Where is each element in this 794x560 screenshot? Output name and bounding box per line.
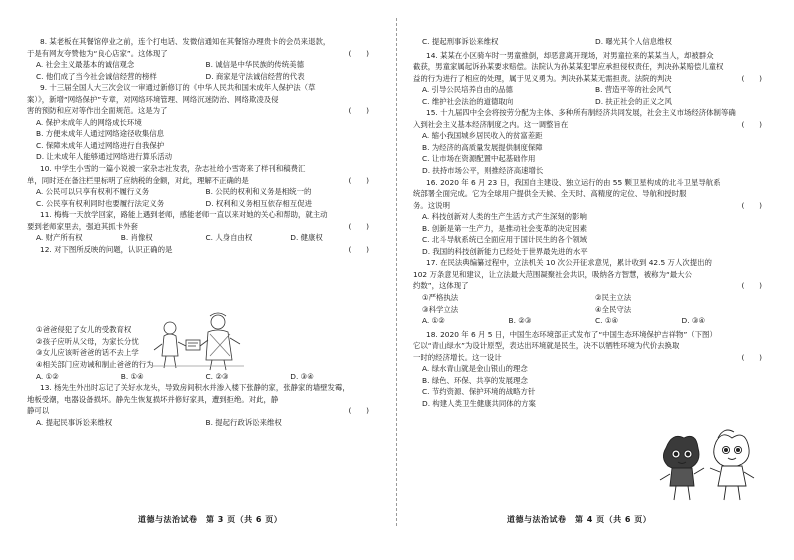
eco-mascots-drawing	[652, 428, 757, 506]
q18-option-d: D. 构建人类卫生健康共同体的方案	[422, 398, 536, 408]
q9-stem-line-2: 案）》，新增“网络保护”专章，对网络环境管理、网络沉迷防治、网络欺凌及侵	[27, 94, 279, 104]
q12-option-b: B. ①④	[120, 371, 144, 381]
q9-stem-text: 害的预防和应对等作出全面规范。这是为了	[27, 106, 168, 116]
q10-stem-line-2	[27, 175, 375, 187]
q12-item-2: ②孩子应听从父母，为家长分忧	[36, 336, 139, 346]
q16-stem-line-3	[413, 200, 768, 212]
q17-stem-text: 约数”，这体现了	[413, 281, 469, 291]
q14-stem-text: 益的行为进行了相应的处理，属于见义勇为。判决孙某某无需担责。法院的判决	[413, 73, 672, 83]
q16-stem-line-1: 16. 2020 年 6 月 23 日，我国自主建设、独立运行的由 55 颗卫星构成的北斗卫星导航系	[426, 177, 721, 187]
q8-option-d: D. 商家是守法诚信经营的代表	[205, 71, 305, 81]
q15-answer-paren: ( )	[741, 119, 762, 129]
q12-stem-line-1	[27, 244, 375, 256]
q16-option-a: A. 科技创新对人类的生产生活方式产生深刻的影响	[422, 212, 587, 222]
q13-option-d: D. 曝光其个人信息维权	[595, 37, 672, 46]
q10-options-row-1	[27, 186, 375, 198]
q9-answer-paren: ( )	[348, 106, 369, 116]
q9-stem-line-1: 9. 十三届全国人大三次会议一审通过新修订的《中华人民共和国未成年人保护法（草	[40, 83, 316, 93]
q18-stem-line-3	[413, 352, 768, 364]
q10-option-d: D. 权利和义务相互依存相互促进	[205, 198, 312, 208]
q17-option-a: A. ①②	[422, 316, 445, 326]
q11-answer-paren: ( )	[348, 221, 369, 231]
q10-option-a: A. 公民可以只享有权利不履行义务	[36, 187, 150, 197]
q10-stem-line-1: 10. 中学生小雪的一篇小说被一家杂志社发表，杂志社给小雪寄来了样刊和稿费汇	[40, 164, 306, 174]
q11-option-b: B. 肖像权	[120, 233, 153, 243]
q11-option-a: A. 财产所有权	[36, 233, 83, 243]
q11-options-row	[27, 232, 375, 244]
q17-stem-line-2: 102 万条意见和建议，让立法最大范围凝聚社会共识，吸纳各方智慧，被称为“最大公	[413, 269, 692, 279]
q14-stem-line-2: 截获，男童家属起诉孙某要求赔偿。法院认为孙某某犯罪应承担侵权责任，判决孙某赔偿儿童权	[413, 62, 724, 72]
q15-stem-line-1: 15. 十九届四中全会将按劳分配为主体、多种所有制经济共同发展，社会主义市场经济体制等确	[426, 108, 736, 118]
q13-stem-line-3	[27, 405, 375, 417]
q11-option-d: D. 健康权	[290, 233, 323, 243]
page-3-footer: 道德与法治试卷 第 3 页（共 6 页）	[138, 515, 283, 524]
q13-stem-line-2: 地板受潮，电器设备损坏。静先生恢复损坏并修好家具，遭到拒绝。对此，静	[27, 394, 279, 404]
q15-option-b: B. 为经济的高质量发展提供制度保障	[422, 142, 543, 152]
q17-item-3: ③科学立法	[422, 304, 459, 314]
q12-item-1: ①爸爸侵犯了女儿的受教育权	[36, 325, 132, 335]
q12-answer-paren: ( )	[348, 244, 369, 254]
q17-item-4: ④全民守法	[595, 304, 632, 314]
q10-option-b: B. 公民的权利和义务是相统一的	[205, 187, 312, 197]
q12-option-d: D. ③④	[290, 371, 314, 381]
q9-option-a: A. 保护未成年人的网络成长环境	[36, 117, 142, 127]
q16-answer-paren: ( )	[741, 200, 762, 210]
q13-option-c: C. 提起刑事诉讼来维权	[422, 37, 499, 46]
q14-options-row-1	[413, 84, 768, 96]
q10-options-row-2	[27, 198, 375, 210]
q8-option-b: B. 诚信是中华民族的传统美德	[205, 60, 304, 70]
q14-options-row-2	[413, 96, 768, 108]
mascot-illustration	[652, 428, 757, 506]
q11-stem-line-1: 11. 梅梅一天放学回家，路能上遇到老师，感能老师一直以来对她的关心和帮助，就主动	[40, 210, 328, 220]
q8-option-a: A. 社会主义最基本的诚信观念	[36, 60, 135, 70]
q18-answer-paren: ( )	[741, 352, 762, 362]
q16-option-c: C. 北斗导航系统已全面应用于国计民生的各个领域	[422, 235, 588, 245]
page-4-content	[413, 36, 768, 410]
q12-cartoon-illustration	[150, 310, 245, 372]
q13-option-b: B. 提起行政诉讼来维权	[205, 417, 282, 427]
q16-stem-line-2: 统部署全面完成。它为全球用户提供全天候、全天时、高精度的定位、导航和授时服	[413, 189, 687, 199]
q12-item-4: ④相关部门应劝诫和制止爸爸的行为	[36, 360, 154, 370]
q18-stem-text: 一时的经济增长。这一设计	[413, 352, 502, 362]
q17-stem-line-1: 17. 在民法典编纂过程中，立法机关 10 次公开征求意见，累计收到 42.5 万人次提出的	[426, 258, 712, 268]
q13-option-a: A. 提起民事诉讼来维权	[36, 417, 113, 427]
q9-option-b: B. 方便未成年人通过网络途径收集信息	[36, 129, 165, 139]
q13-options-row-2	[413, 36, 768, 48]
q18-option-c: C. 节约资源、保护环境的战略方针	[422, 387, 536, 397]
q9-option-d: D. 让未成年人能够通过网络进行算乐活动	[36, 152, 173, 162]
q14-stem-line-3	[413, 73, 768, 85]
q16-option-b: B. 创新是第一生产力，是推动社会变革的决定因素	[422, 223, 587, 233]
q17-options-row	[413, 315, 768, 327]
q17-items-row-2	[413, 304, 768, 316]
q15-option-a: A. 缩小我国城乡居民收入的贫富差距	[422, 131, 543, 141]
q17-option-b: B. ②③	[508, 316, 532, 326]
q12-options-row	[27, 371, 375, 383]
page-4-footer: 道德与法治试卷 第 4 页（共 6 页）	[507, 515, 652, 524]
q14-option-c: C. 维护社会法治的道德取向	[422, 96, 514, 106]
q14-option-d: D. 扶正社会的正义之风	[595, 96, 672, 106]
q11-stem-line-2	[27, 221, 375, 233]
q17-option-d: D. ③④	[681, 316, 706, 326]
q11-option-c: C. 人身自由权	[205, 233, 253, 243]
q8-option-c: C. 他们成了当今社会诚信经营的榜样	[36, 71, 157, 81]
q15-option-d: D. 扶持市场公平，则推经济高速增长	[422, 166, 544, 176]
q12-stem-text: 12. 对下图所反映的问题，认识正确的是	[40, 244, 173, 254]
q10-answer-paren: ( )	[348, 175, 369, 185]
q15-stem-line-2	[413, 119, 768, 131]
q8-stem-text: 于是有网友夸赞他为“良心店家”。这体现了	[27, 48, 168, 58]
q17-items-row-1	[413, 292, 768, 304]
q18-stem-line-2: 它以“青山绿水”为设计原型，表达出环境就是民生，决不以牺牲环境为代价去换取	[413, 341, 680, 351]
q11-stem-text: 要到老师家里去，强迫其抓卡外套	[27, 221, 138, 231]
q17-answer-paren: ( )	[741, 281, 762, 291]
q8-answer-paren: ( )	[348, 48, 369, 58]
q8-stem-line-1: 8. 某老板在其餐馆停业之前，连个打电话、发微信通知在其餐馆办理贵卡的会员来退款，	[40, 37, 331, 46]
q12-cartoon-drawing	[150, 310, 245, 372]
q13-options-row-1	[27, 417, 375, 429]
q12-option-a: A. ①②	[36, 371, 59, 381]
q12-option-c: C. ②③	[205, 371, 229, 381]
q8-stem-line-2	[27, 48, 375, 60]
q14-option-a: A. 引导公民培养自由的品德	[422, 85, 513, 95]
q10-option-c: C. 公民享有权利同时也要履行法定义务	[36, 198, 165, 208]
q18-option-a: A. 绿水青山就是金山银山的理念	[422, 364, 528, 374]
exam-page-4	[397, 0, 794, 560]
q8-options-row-1	[27, 59, 375, 71]
q10-stem-text: 单，同时还在备注栏里标明了应纳税的金额，对此，理解不正确的是	[27, 175, 249, 185]
q16-stem-text: 务。这说明	[413, 200, 450, 210]
q15-stem-text: 入到社会主义基本经济制度之内。这一调整旨在	[413, 119, 569, 129]
q17-stem-line-3	[413, 280, 768, 292]
q18-stem-line-1: 18. 2020 年 6 月 5 日，中国生态环境部正式发布了“中国生态环境保护吉祥物”（下图）	[426, 329, 717, 339]
q13-stem-text: 静可以	[27, 406, 50, 416]
q13-answer-paren: ( )	[348, 406, 369, 416]
q17-item-2: ②民主立法	[595, 293, 632, 303]
q8-options-row-2	[27, 71, 375, 83]
q9-stem-line-3	[27, 105, 375, 117]
q14-stem-line-1: 14. 某某在小区骑车时一男童推倒，却恶意离开现场，对男童拉来的某某当人，却被群众	[426, 50, 714, 60]
q16-option-d: D. 我国的科技创新能力已经处于世界最先进的水平	[422, 246, 588, 256]
q12-item-3: ③女儿应该听爸爸的话不去上学	[36, 348, 139, 358]
q17-option-c: C. ①④	[595, 316, 619, 326]
q14-answer-paren: ( )	[741, 73, 762, 83]
q9-option-c: C. 保障未成年人通过网络进行自我保护	[36, 140, 165, 150]
q17-item-1: ①严格执法	[422, 293, 459, 303]
q13-stem-line-1: 13. 杨先生外出时忘记了关好水龙头，导致房间积水并渗入楼下张静的家，张静家的墙壁发霉，	[40, 383, 350, 393]
q15-option-c: C. 让市场在资源配置中起基础作用	[422, 154, 536, 164]
q14-option-b: B. 营造平等的社会风气	[595, 85, 672, 95]
q18-option-b: B. 绿色、环保、共享的发展理念	[422, 375, 528, 385]
